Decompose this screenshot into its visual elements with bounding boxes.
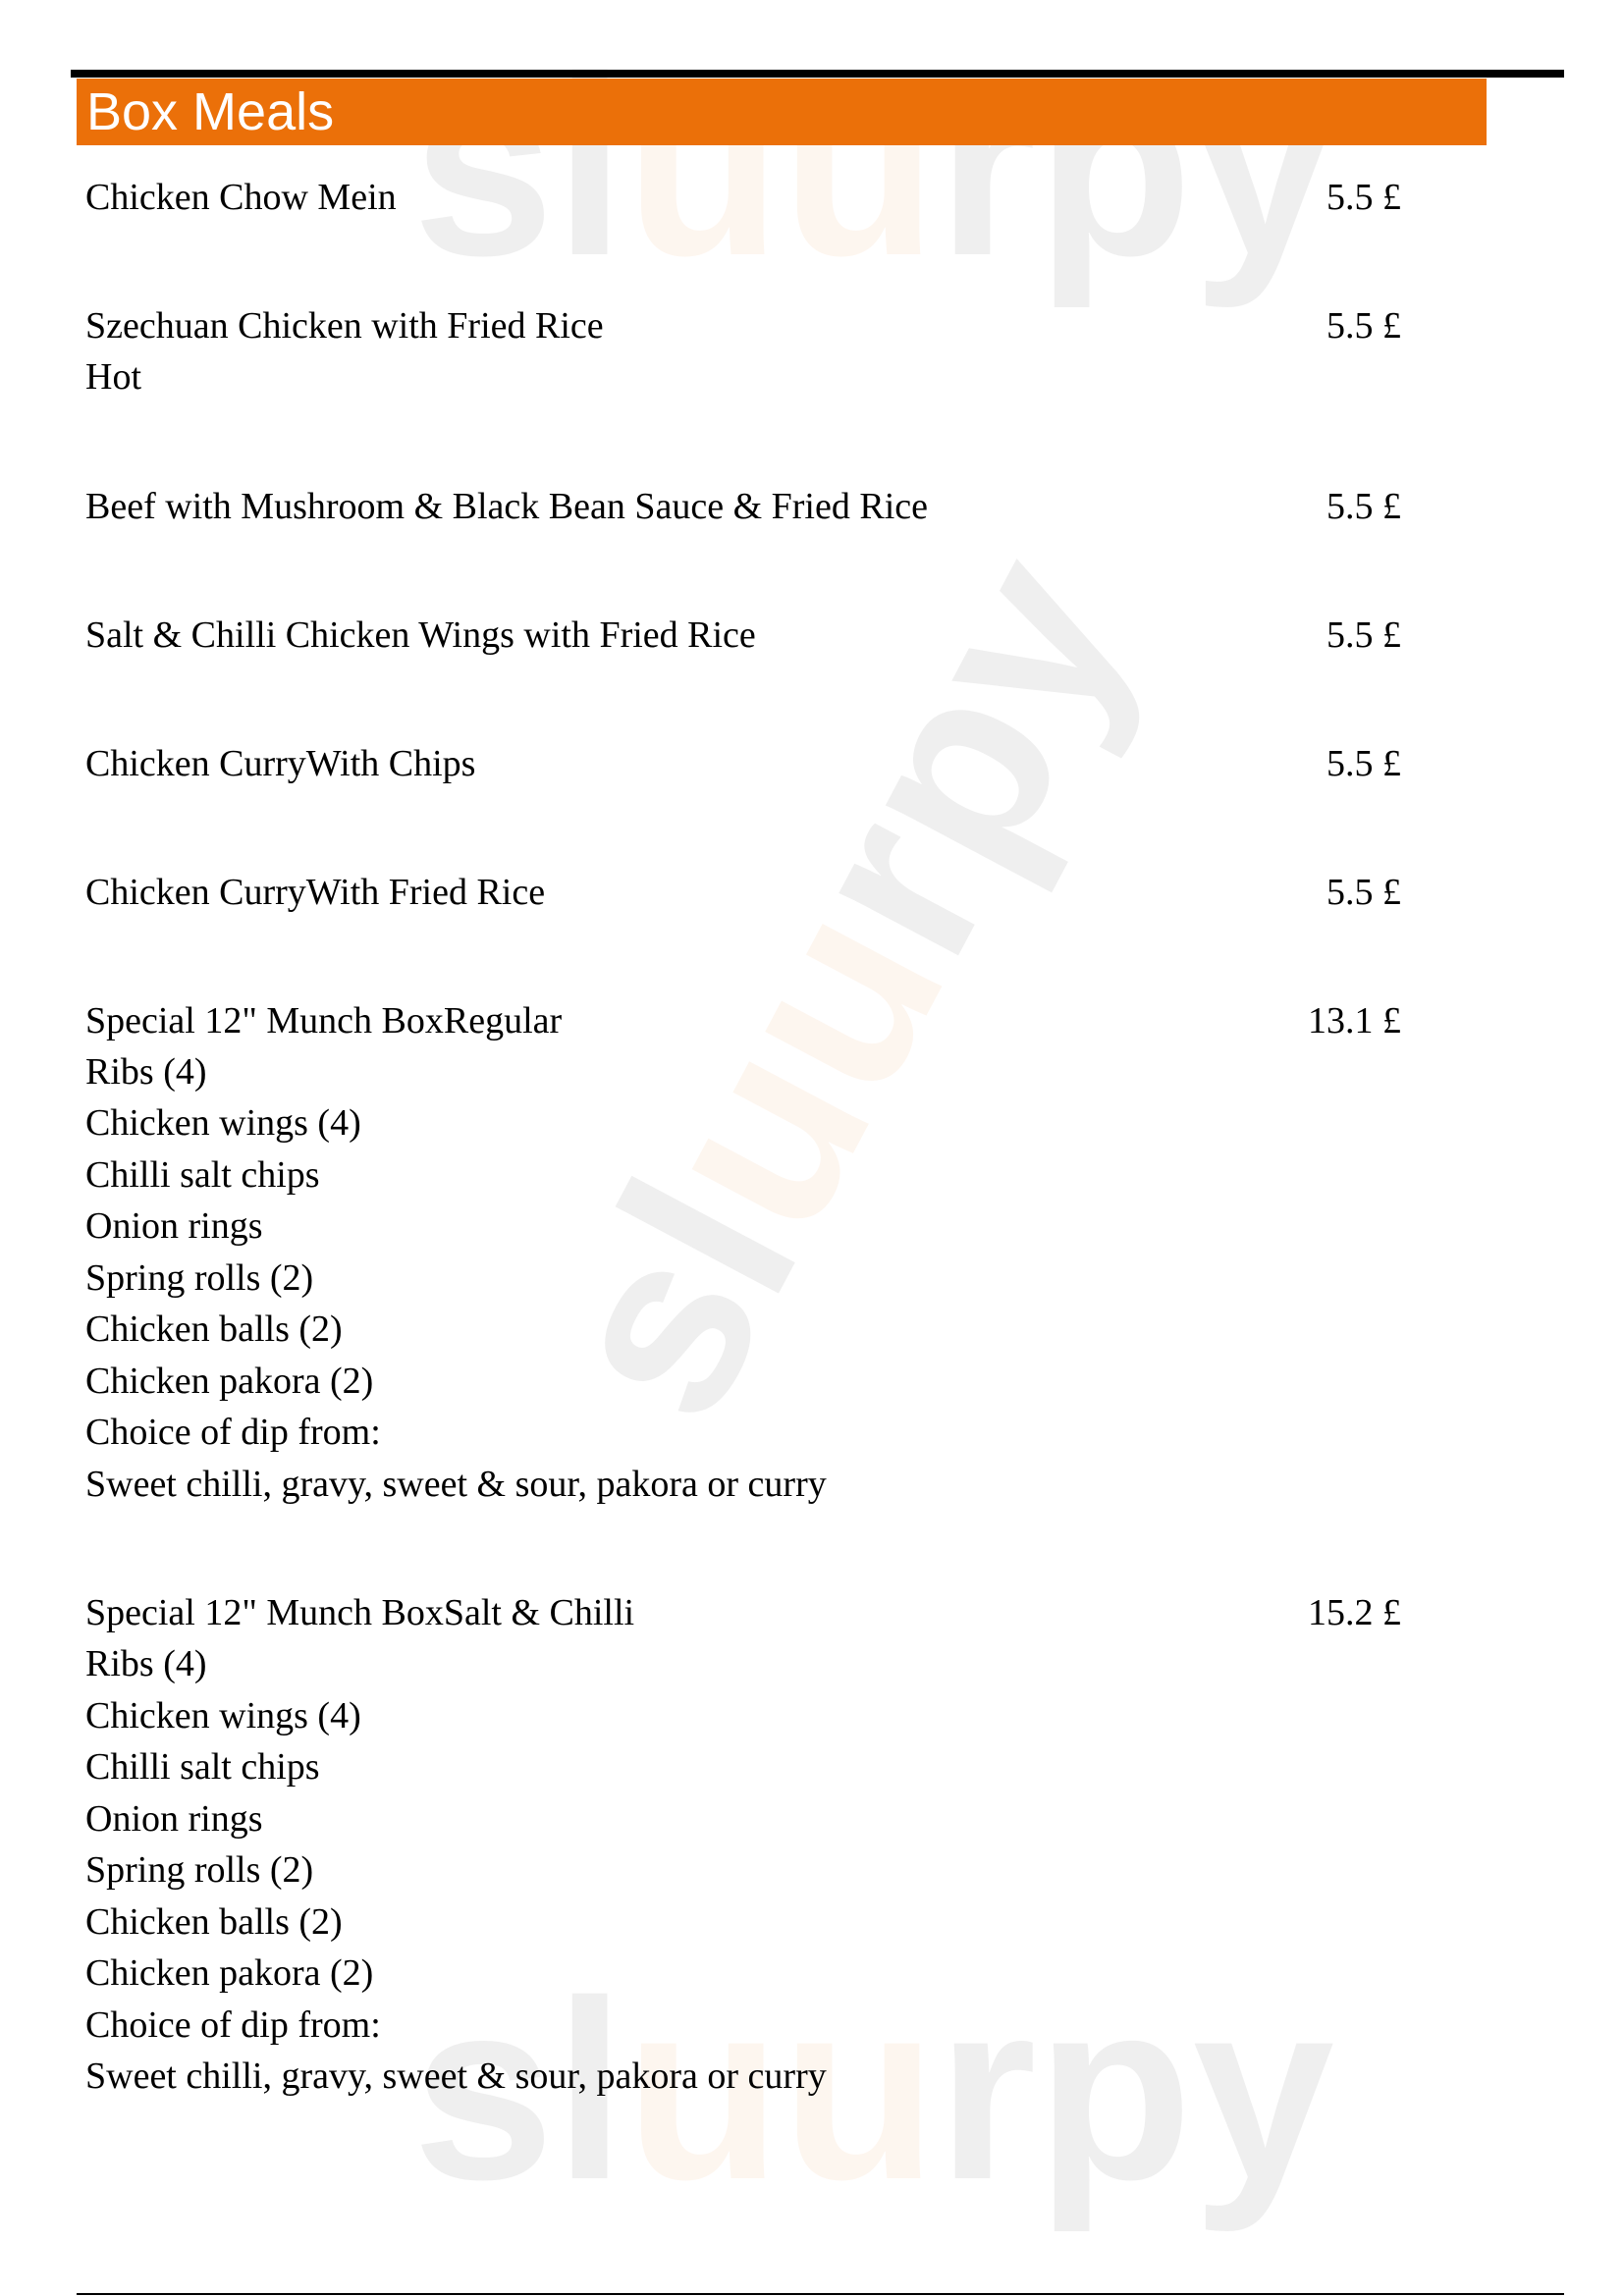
- menu-item-name: Chicken Chow Mein: [85, 177, 397, 218]
- menu-item: [85, 1587, 1401, 2103]
- menu-item-detail-line: Choice of dip from:: [85, 1412, 381, 1453]
- bottom-divider: [77, 2293, 1564, 2295]
- menu-item-detail-line: Ribs (4): [85, 1643, 207, 1684]
- menu-item: [85, 738, 1401, 789]
- menu-item-detail-line: Spring rolls (2): [85, 1849, 314, 1891]
- menu-item-detail-line: Chicken balls (2): [85, 1900, 343, 1943]
- menu-item-price: 5.5 £: [1326, 177, 1401, 218]
- menu-item-details: [85, 1046, 1401, 1511]
- menu-item-detail-line: Hot: [85, 356, 141, 398]
- menu-item-price: 5.5 £: [1326, 485, 1401, 527]
- menu-item-detail-line: Sweet chilli, gravy, sweet & sour, pakora or curry: [85, 1463, 827, 1505]
- menu-item-price: 5.5 £: [1326, 871, 1401, 913]
- menu-item-price: 5.5 £: [1326, 305, 1401, 347]
- menu-item-price: 5.5 £: [1326, 614, 1401, 656]
- menu-item-name: Chicken CurryWith Fried Rice: [85, 871, 546, 913]
- menu-item-detail-line: Ribs (4): [85, 1050, 207, 1093]
- menu-item: [85, 300, 1401, 403]
- menu-item-detail-line: Chicken wings (4): [85, 1102, 361, 1144]
- menu-item-details: [85, 351, 1401, 403]
- menu-item-price: 15.2 £: [1308, 1592, 1401, 1633]
- menu-item-detail-line: Chilli salt chips: [85, 1153, 320, 1196]
- menu-list: [85, 172, 1401, 2180]
- watermark-logo: sluurpy: [412, 1949, 1335, 2233]
- menu-item-price: 13.1 £: [1308, 999, 1401, 1041]
- menu-item: [85, 867, 1401, 918]
- menu-item: [85, 995, 1401, 1511]
- menu-item-detail-line: Spring rolls (2): [85, 1256, 314, 1299]
- menu-item-detail-line: Chicken wings (4): [85, 1694, 361, 1736]
- menu-item-name: Beef with Mushroom & Black Bean Sauce & Fried Rice: [85, 485, 928, 527]
- menu-item-name: Special 12" Munch BoxRegular: [85, 999, 563, 1041]
- menu-item-detail-line: Chicken pakora (2): [85, 1952, 374, 1994]
- menu-item-detail-line: Sweet chilli, gravy, sweet & sour, pakora or curry: [85, 2056, 827, 2097]
- menu-item-name: Szechuan Chicken with Fried Rice: [85, 305, 604, 347]
- menu-item-detail-line: Onion rings: [85, 1797, 263, 1840]
- top-divider: [71, 70, 1564, 78]
- menu-item-detail-line: Chicken balls (2): [85, 1308, 343, 1350]
- menu-item-name: Special 12" Munch BoxSalt & Chilli: [85, 1592, 635, 1633]
- menu-item-detail-line: Chilli salt chips: [85, 1746, 320, 1788]
- menu-item: [85, 610, 1401, 661]
- menu-item-name: Salt & Chilli Chicken Wings with Fried Rice: [85, 614, 756, 656]
- menu-item-detail-line: Chicken pakora (2): [85, 1360, 374, 1402]
- section-title: Box Meals: [86, 82, 335, 141]
- menu-item-name: Chicken CurryWith Chips: [85, 742, 476, 784]
- menu-item: [85, 481, 1401, 532]
- watermark-logo: sluurpy: [500, 512, 1185, 1461]
- menu-item-detail-line: Onion rings: [85, 1205, 263, 1247]
- watermark-logo: sluurpy: [412, 25, 1335, 309]
- menu-item-detail-line: Choice of dip from:: [85, 2003, 381, 2046]
- menu-item-price: 5.5 £: [1326, 742, 1401, 784]
- menu-item-details: [85, 1638, 1401, 2103]
- menu-item: [85, 172, 1401, 223]
- section-header: [77, 79, 1487, 145]
